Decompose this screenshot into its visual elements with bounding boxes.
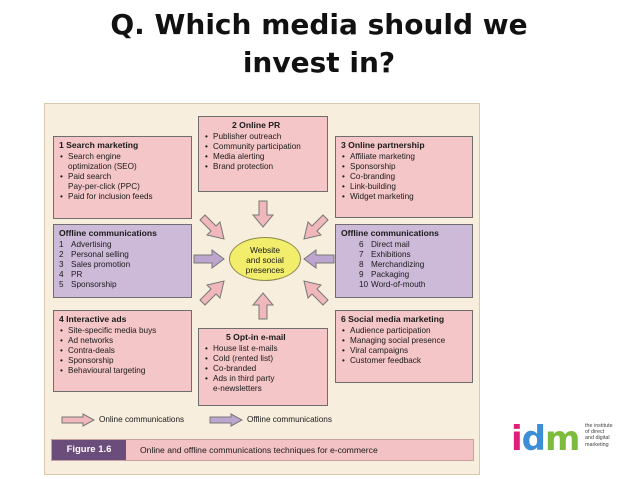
list-item: 6 Direct mail: [359, 240, 410, 249]
box-interactive-ads: [53, 310, 192, 392]
list-item: • Co-branded: [204, 364, 322, 374]
list-item: 2 Personal selling: [59, 250, 129, 259]
list-item: • Sponsorship: [59, 356, 186, 366]
figure-number-label: Figure 1.6: [52, 440, 126, 460]
box-heading: 5 Opt-in e-mail: [226, 332, 286, 342]
list-item: • Cold (rented list): [204, 354, 322, 364]
box-heading: 6 Social media marketing: [341, 314, 445, 324]
list-item: 7 Exhibitions: [359, 250, 411, 259]
legend-online-arrow-icon: [61, 413, 95, 427]
list-item: • Contra-deals: [59, 346, 186, 356]
list-item: • Link-building: [341, 182, 467, 192]
box-opt-in-email: [198, 328, 328, 406]
slide-title-line-1: Q. Which media should we: [110, 8, 528, 41]
list-item: • Sponsorship: [341, 162, 467, 172]
list-item: Pay-per-click (PPC): [68, 182, 140, 191]
list-item: • Paid search: [59, 172, 186, 182]
list-item: 10 Word-of-mouth: [359, 280, 426, 289]
center-line-2: and social: [246, 255, 284, 265]
list-item: 9 Packaging: [359, 270, 410, 279]
box-search-marketing: [53, 136, 192, 219]
list-item: 1 Advertising: [59, 240, 112, 249]
list-item: • Media alerting: [204, 152, 322, 162]
media-diagram-figure: [44, 103, 480, 475]
arrow-diagonal-up-left-icon: [301, 278, 331, 308]
list-item: • Affiliate marketing: [341, 152, 467, 162]
box-social-media-marketing: [335, 310, 473, 383]
list-item: • House list e-mails: [204, 344, 322, 354]
list-item: • Paid for inclusion feeds: [59, 192, 186, 202]
list-item: • Site-specific media buys: [59, 326, 186, 336]
list-item: • Co-branding: [341, 172, 467, 182]
list-item: 3 Sales promotion: [59, 260, 131, 269]
box-heading: 1 Search marketing: [59, 140, 139, 150]
list-item: • Viral campaigns: [341, 346, 467, 356]
list-item: 8 Merchandizing: [359, 260, 425, 269]
list-item: • Community participation: [204, 142, 322, 152]
arrow-left-icon: [303, 249, 335, 269]
list-item: • Audience participation: [341, 326, 467, 336]
list-item: • Widget marketing: [341, 192, 467, 202]
idm-logo-mark: idm: [511, 419, 580, 459]
box-heading: Offline communications: [59, 228, 157, 238]
box-heading: Offline communications: [341, 228, 439, 238]
box-online-pr: [198, 116, 328, 192]
arrow-down-icon: [252, 200, 274, 228]
box-heading: 2 Online PR: [232, 120, 281, 130]
list-item: 5 Sponsorship: [59, 280, 117, 289]
box-heading: 4 Interactive ads: [59, 314, 127, 324]
slide-title: [0, 6, 638, 82]
arrow-up-icon: [252, 292, 274, 320]
list-item: • Publisher outreach: [204, 132, 322, 142]
list-item: • Behavioural targeting: [59, 366, 186, 376]
list-item: • Customer feedback: [341, 356, 467, 366]
legend-offline-arrow-icon: [209, 413, 243, 427]
box-offline-communications-left: [53, 224, 192, 298]
figure-caption-text: Online and offline communications techniques for e-commerce: [140, 445, 378, 455]
list-item: • Ads in third party: [204, 374, 322, 384]
center-line-3: presences: [245, 265, 285, 275]
list-item: • Ad networks: [59, 336, 186, 346]
list-item: 4 PR: [59, 270, 83, 279]
legend-offline-label: Offline communications: [247, 415, 332, 424]
list-item: • Brand protection: [204, 162, 322, 172]
list-item: • Search engine: [59, 152, 186, 162]
center-website-social-presences: [229, 237, 301, 281]
box-online-partnership: [335, 136, 473, 218]
idm-logo-tagline: the institute of direct and digital marketing: [585, 423, 613, 448]
arrow-diagonal-down-left-icon: [301, 212, 331, 242]
list-item: e-newsletters: [213, 384, 262, 393]
box-heading: 3 Online partnership: [341, 140, 425, 150]
list-item: • Managing social presence: [341, 336, 467, 346]
arrow-right-icon: [193, 249, 225, 269]
arrow-diagonal-up-right-icon: [197, 278, 227, 308]
center-line-1: Website: [249, 245, 281, 255]
idm-logo: [511, 421, 621, 461]
arrow-diagonal-down-right-icon: [197, 212, 227, 242]
legend-online-label: Online communications: [99, 415, 185, 424]
figure-caption: [51, 439, 474, 461]
list-item: optimization (SEO): [68, 162, 137, 171]
slide-title-line-2: invest in?: [242, 46, 396, 79]
box-offline-communications-right: [335, 224, 473, 298]
